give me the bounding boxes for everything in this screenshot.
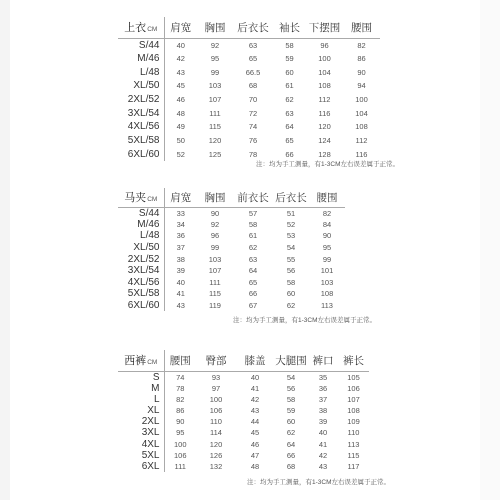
measurement-cell: 38 [318,405,328,415]
column-header: 胸围 [197,17,233,38]
measurement-cell: 115 [209,122,221,132]
measurement-cell: 120 [318,122,331,132]
column-header: 下摆围 [306,17,343,38]
measurement-cell: 111 [174,461,186,471]
measurement-cell: 90 [322,231,332,241]
measurement-cell: 58 [285,40,294,50]
measurement-cell: 65 [248,54,258,64]
measurement-cell: 34 [176,219,185,229]
table-row [118,438,369,449]
column-header: 腰围 [343,17,380,38]
measurement-cell: 110 [210,417,222,427]
measurement-cell: 65 [285,136,294,146]
table-row [118,427,369,438]
measurement-cell: 43 [176,301,185,311]
table-title: 马夹 [124,192,147,205]
measurement-cell: 99 [322,254,332,264]
measurement-cell: 66 [286,450,296,460]
column-header: 后衣长 [273,188,309,207]
size-label: S/44 [118,207,164,219]
measurement-cell: 57 [248,208,258,218]
measurement-cell: 51 [286,208,296,218]
measurement-cell: 42 [318,450,328,460]
size-label: 4XL/56 [118,120,164,134]
measurement-cell: 59 [286,405,296,415]
size-label: 3XL/54 [118,265,164,277]
measurement-cell: 56 [286,383,296,393]
measurement-cell: 54 [286,243,296,253]
measurement-cell: 84 [322,219,332,229]
measurement-cell: 110 [347,428,360,438]
measurement-cell: 90 [210,208,220,218]
measurement-cell: 37 [176,243,185,253]
measurement-cell: 132 [209,461,223,471]
table-row [118,79,380,93]
table-unit: CM [147,196,158,204]
measurement-cell: 63 [248,254,258,264]
measurement-cell: 65 [248,277,258,287]
measurement-cell: 101 [320,266,334,276]
measurement-cell: 103 [208,81,222,91]
measurement-cell: 36 [176,231,185,241]
measurement-cell: 37 [318,394,328,404]
size-label: 3XL [118,427,164,438]
measurement-cell: 96 [320,40,329,50]
jacket-size-table [118,17,380,161]
measurement-cell: 108 [347,405,360,415]
measurement-cell: 35 [318,372,328,382]
measurement-cell: 36 [318,383,328,393]
table-row [118,242,345,254]
measurement-cell: 67 [248,301,258,311]
column-header: 裤长 [338,350,369,371]
measurement-cell: 52 [176,149,185,159]
measurement-cell: 43 [176,67,185,77]
table-row [118,300,345,312]
table-row [118,450,369,461]
measurement-cell: 45 [250,428,260,438]
size-label: XL/50 [118,79,164,93]
measurement-cell: 117 [347,461,360,471]
measurement-cell: 70 [248,95,258,105]
measurement-cell: 54 [286,372,296,382]
table-row [118,65,380,79]
size-label: 4XL [118,438,164,449]
measurement-cell: 96 [210,231,220,241]
measurement-cell: 41 [318,439,328,449]
measurement-cell: 46 [250,439,260,449]
measurement-cell: 125 [208,149,222,159]
measurement-cell: 126 [209,450,223,460]
measurement-cell: 103 [320,277,334,287]
measurement-cell: 43 [250,405,260,415]
measurement-cell: 120 [209,439,223,449]
size-label: XL/50 [118,242,164,254]
table-row [118,371,369,383]
measurement-cell: 62 [286,301,296,311]
column-header: 袖长 [273,17,306,38]
size-label: 6XL/60 [118,300,164,312]
measurement-cell: 62 [286,428,296,438]
measurement-cell: 63 [285,108,294,118]
measurement-cell: 40 [176,40,185,50]
measurement-cell: 82 [357,40,366,50]
table-note: 注：均为手工测量，有1-3CM左右误差属于正常。 [233,317,377,324]
measurement-cell: 93 [211,372,221,382]
measurement-cell: 115 [347,450,360,460]
size-label: M/46 [118,219,164,231]
table-title-cell [118,188,164,207]
measurement-cell: 124 [318,136,331,146]
measurement-cell: 107 [208,95,222,105]
measurement-cell: 76 [248,136,258,146]
table-unit: CM [147,26,158,34]
measurement-cell: 86 [176,405,185,415]
size-label: M [118,383,164,394]
table-title: 上衣 [124,22,147,35]
measurement-cell: 114 [210,428,222,438]
size-label: 2XL/52 [118,93,164,107]
column-header: 裤口 [308,350,338,371]
table-row [118,416,369,427]
measurement-cell: 58 [248,219,258,229]
measurement-cell: 108 [318,81,331,91]
size-label: 5XL/58 [118,288,164,300]
measurement-cell: 108 [355,122,368,132]
column-header: 肩宽 [164,188,197,207]
table-row [118,394,369,405]
measurement-cell: 95 [322,243,332,253]
page-margin [480,0,500,500]
measurement-cell: 103 [208,254,222,264]
table-title-cell [118,350,164,371]
measurement-cell: 100 [318,54,331,64]
table-row [118,93,380,107]
table-row [118,288,345,300]
measurement-cell: 112 [355,136,368,146]
measurement-cell: 92 [210,219,220,229]
table-row [118,405,369,416]
measurement-cell: 33 [176,208,185,218]
measurement-cell: 58 [286,394,296,404]
measurement-cell: 48 [250,461,260,471]
column-header: 腰围 [309,188,345,207]
measurement-cell: 107 [208,266,222,276]
table-row [118,52,380,66]
measurement-cell: 56 [286,266,296,276]
table-row [118,38,380,52]
column-header: 膝盖 [236,350,274,371]
measurement-cell: 62 [285,95,294,105]
measurement-cell: 53 [286,231,296,241]
measurement-cell: 74 [176,372,185,382]
table-row [118,106,380,120]
column-header: 大腿围 [274,350,308,371]
column-header: 肩宽 [164,17,197,38]
measurement-cell: 82 [176,394,185,404]
measurement-cell: 108 [320,289,334,299]
measurement-cell: 64 [286,439,296,449]
measurement-cell: 99 [210,67,220,77]
measurement-cell: 61 [285,81,294,91]
table-row [118,219,345,231]
size-label: 3XL/54 [118,106,164,120]
measurement-cell: 120 [208,136,222,146]
table-row [118,253,345,265]
measurement-cell: 64 [285,122,294,132]
measurement-cell: 95 [176,428,185,438]
measurement-cell: 38 [176,254,185,264]
measurement-cell: 111 [209,108,221,118]
measurement-cell: 109 [347,417,360,427]
size-label: 4XL/56 [118,277,164,289]
measurement-cell: 119 [209,301,221,311]
size-label: L/48 [118,65,164,79]
size-label: M/46 [118,52,164,66]
table-row [118,383,369,394]
measurement-cell: 107 [347,394,360,404]
size-label: 5XL [118,450,164,461]
measurement-cell: 40 [176,277,185,287]
measurement-cell: 50 [176,136,185,146]
table-note: 注：均为手工测量，有1-3CM左右误差属于正常。 [256,161,400,168]
measurement-cell: 86 [357,54,366,64]
column-header: 臀部 [196,350,236,371]
measurement-cell: 64 [248,266,258,276]
measurement-cell: 104 [318,67,331,77]
measurement-cell: 66 [285,149,294,159]
measurement-cell: 62 [248,243,258,253]
measurement-cell: 58 [286,277,296,287]
measurement-cell: 52 [286,219,296,229]
column-header: 胸围 [197,188,233,207]
measurement-cell: 41 [250,383,260,393]
measurement-cell: 42 [250,394,260,404]
table-row [118,230,345,242]
size-label: L/48 [118,230,164,242]
table-title: 西裤 [124,355,147,368]
measurement-cell: 95 [210,54,220,64]
column-header: 前衣长 [233,188,273,207]
measurement-cell: 112 [318,95,331,105]
table-row [118,265,345,277]
measurement-cell: 59 [285,54,294,64]
size-label: 5XL/58 [118,134,164,148]
measurement-cell: 42 [176,54,185,64]
measurement-cell: 61 [248,231,258,241]
measurement-cell: 128 [318,149,331,159]
measurement-cell: 106 [209,405,223,415]
measurement-cell: 60 [286,289,296,299]
measurement-cell: 78 [248,149,258,159]
table-note: 注：均为手工测量，有1-3CM左右误差属于正常。 [247,479,391,486]
measurement-cell: 104 [355,108,368,118]
measurement-cell: 99 [210,243,220,253]
measurement-cell: 116 [355,149,368,159]
measurement-cell: 63 [248,40,258,50]
measurement-cell: 90 [176,417,185,427]
trousers-size-table [118,350,369,472]
measurement-cell: 47 [250,450,260,460]
measurement-cell: 45 [176,81,185,91]
measurement-cell: 48 [176,108,185,118]
size-label: 6XL/60 [118,148,164,162]
table-row [118,461,369,472]
measurement-cell: 113 [321,301,333,311]
measurement-cell: 66 [248,289,258,299]
measurement-cell: 60 [286,417,296,427]
measurement-cell: 74 [248,122,258,132]
measurement-cell: 111 [209,277,221,287]
measurement-cell: 68 [248,81,258,91]
vest-size-table [118,188,345,311]
size-label: XL [118,405,164,416]
size-label: L [118,394,164,405]
table-title-cell [118,17,164,38]
measurement-cell: 113 [347,439,360,449]
size-label: S/44 [118,38,164,52]
measurement-cell: 78 [176,383,185,393]
measurement-cell: 94 [357,81,366,91]
table-row [118,134,380,148]
measurement-cell: 49 [176,122,185,132]
measurement-cell: 46 [176,95,185,105]
measurement-cell: 97 [211,383,221,393]
measurement-cell: 40 [250,372,260,382]
measurement-cell: 90 [357,67,366,77]
column-header: 腰围 [164,350,196,371]
measurement-cell: 100 [209,394,223,404]
measurement-cell: 72 [248,108,258,118]
measurement-cell: 39 [318,417,328,427]
measurement-cell: 100 [355,95,368,105]
measurement-cell: 40 [318,428,328,438]
table-row [118,120,380,134]
measurement-cell: 41 [176,289,185,299]
measurement-cell: 106 [347,383,360,393]
measurement-cell: 60 [285,67,294,77]
measurement-cell: 39 [176,266,185,276]
measurement-cell: 43 [318,461,328,471]
size-label: S [118,371,164,383]
measurement-cell: 115 [209,289,221,299]
measurement-cell: 44 [250,417,260,427]
measurement-cell: 100 [173,439,187,449]
table-row [118,207,345,219]
measurement-cell: 92 [210,40,220,50]
column-header: 后衣长 [233,17,273,38]
measurement-cell: 116 [318,108,331,118]
table-row [118,277,345,289]
measurement-cell: 106 [173,450,187,460]
size-label: 2XL/52 [118,253,164,265]
measurement-cell: 66.5 [245,67,261,77]
measurement-cell: 55 [286,254,296,264]
size-label: 2XL [118,416,164,427]
measurement-cell: 68 [286,461,296,471]
table-unit: CM [147,359,158,367]
measurement-cell: 82 [322,208,332,218]
measurement-cell: 105 [347,372,360,382]
size-label: 6XL [118,461,164,472]
